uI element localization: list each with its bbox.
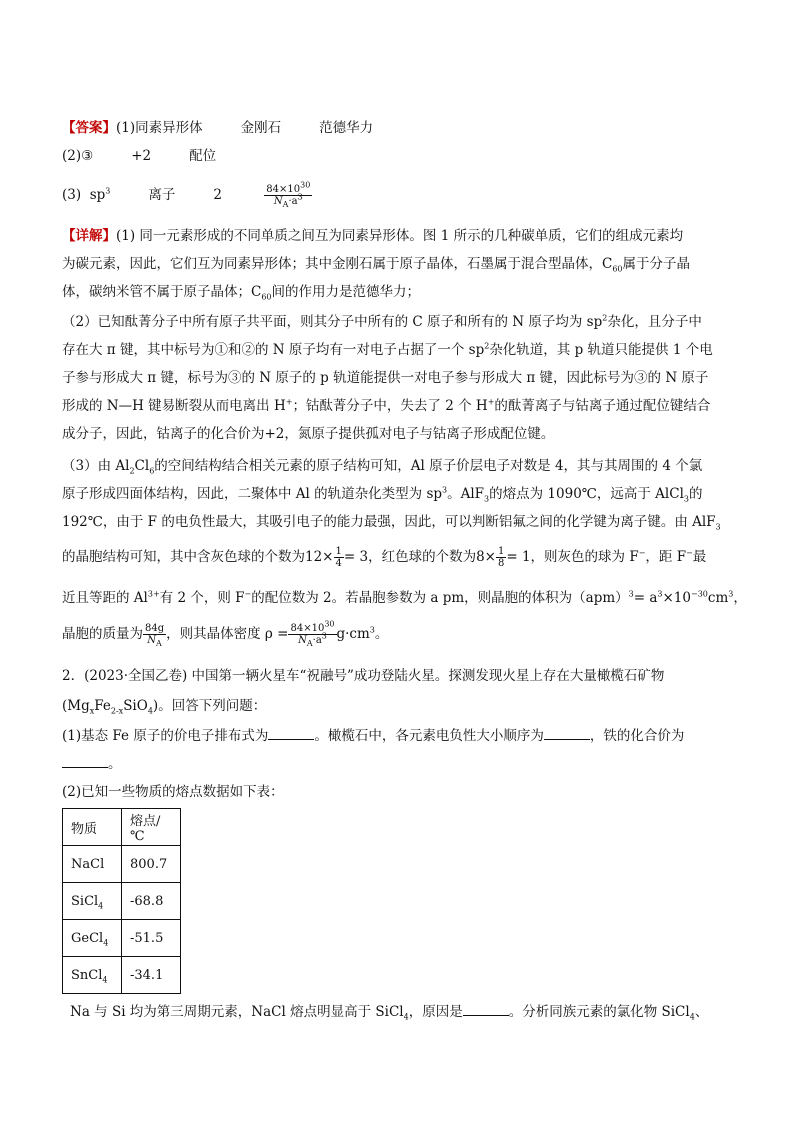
question-text: (Mg: [62, 698, 90, 714]
fraction-denominator: 8: [497, 558, 505, 569]
detail-text: 晶胞的质量为: [62, 626, 143, 642]
detail-text: = 3，红色球的个数为: [343, 549, 477, 565]
detail-text: 的酞菁离子与钴离子通过配位键结合: [494, 398, 711, 414]
answer-part2: (2)③: [62, 148, 94, 164]
detail-text: 属于分子晶: [622, 256, 691, 272]
answer-coord-number: 2: [213, 187, 222, 203]
compound-name: SnCl: [71, 967, 103, 983]
superscript: 3: [369, 625, 375, 635]
table-cell: -34.1: [122, 957, 181, 994]
superscript: 3: [321, 631, 327, 641]
question-text: 、: [694, 1004, 709, 1020]
detail-text: 子参与形成大 π 键，标号为③的 N 原子的 p 轨道能提供一对电子参与形成大 π 键，因此标号为③的 N 原子: [62, 370, 709, 386]
superscript: 3: [442, 485, 448, 495]
subscript: 60: [612, 264, 623, 274]
fraction-cell-mass: [143, 623, 166, 646]
detail-text: 最: [692, 549, 707, 565]
table-cell: [63, 883, 122, 920]
answer-blank[interactable]: [544, 727, 590, 740]
detail-text: 体，碳纳米管不属于原子晶体；C: [62, 284, 262, 300]
question-text: (2)已知一些物质的熔点数据如下表：: [62, 784, 284, 800]
detail-line-14: [62, 618, 738, 650]
superscript: 3: [657, 589, 663, 599]
superscript: −: [244, 589, 252, 599]
table-row: [63, 883, 181, 920]
detail-text: cm: [707, 590, 729, 606]
detail-line-2: [62, 254, 738, 274]
detail-line-5: [62, 340, 738, 360]
answer-part1: (1)同素异形体: [116, 120, 203, 136]
compound-name: GeCl: [71, 930, 104, 946]
detail-line-13: [62, 588, 747, 608]
detail-text: (1) 同一元素形成的不同单质之间互为同素异形体。图 1 所示的几种碳单质，它们的组成元素均: [116, 228, 684, 244]
detail-line-1: [62, 226, 738, 246]
question2-line-2: [62, 696, 738, 716]
detail-text: 成分子，因此，钴离子的化合价为+2，氮原子提供孤对电子与钴离子形成配位键。: [62, 426, 555, 442]
question-text: )。回答下列问题：: [152, 698, 267, 714]
question-text: (1)基态 Fe 原子的价电子排布式为: [62, 728, 269, 744]
detail-text: 存在大 π 键，其中标号为①和②的 N 原子均有一对电子占据了一个 sp: [62, 342, 485, 358]
subscript: 4: [98, 901, 104, 911]
superscript: +: [487, 397, 495, 407]
detail-line-10: [62, 484, 738, 504]
subscript: 3: [715, 522, 721, 532]
detail-text: （3）由 Al: [62, 458, 130, 474]
compound-name: NaCl: [71, 856, 105, 872]
fraction-denominator-tail: ·a: [288, 196, 298, 207]
question-text: 2．(2023·全国乙卷) 中国第一辆火星车“祝融号”成功登陆火星。探测发现火星上存在大量橄榄石矿物: [62, 668, 665, 684]
subscript: 3: [683, 494, 689, 504]
table-cell: [63, 957, 122, 994]
detail-line-8: [62, 424, 738, 444]
table-row: [63, 920, 181, 957]
answer-valence: +2: [131, 148, 152, 164]
question2-line-5: [62, 782, 738, 802]
question2-line-4: [62, 754, 738, 774]
detail-text: = a: [633, 590, 658, 606]
fraction-one-quarter: [334, 546, 344, 569]
detail-line-6: [62, 368, 738, 388]
detail-text: 杂化轨道，其 p 轨道只能提供 1 个电: [489, 342, 713, 358]
answer-line-1: [62, 118, 738, 138]
table-header-cell: 熔点/℃: [122, 809, 181, 846]
answer-blank[interactable]: [62, 755, 108, 768]
answer-density-fraction: [264, 180, 312, 209]
question2-line-1: [62, 666, 738, 686]
fraction-denominator: N: [273, 196, 283, 207]
superscript: 2: [602, 313, 608, 323]
subscript: 4: [689, 1012, 695, 1022]
superscript: 3: [297, 192, 303, 202]
superscript: 2: [484, 341, 490, 351]
question-text: Fe: [94, 698, 111, 714]
detail-text: ，则其晶体密度 ρ =: [166, 626, 289, 642]
answer-vdw: 范德华力: [319, 120, 374, 136]
superscript: +: [285, 397, 293, 407]
superscript: 3: [105, 186, 111, 196]
question-text: Na 与 Si 均为第三周期元素，NaCl 熔点明显高于 SiCl: [70, 1004, 404, 1020]
subscript: 4: [102, 975, 108, 985]
detail-text: 的: [689, 486, 703, 502]
fraction-one-eighth: [496, 546, 506, 569]
detail-line-7: [62, 396, 738, 416]
answer-hybrid: sp: [89, 187, 106, 203]
detail-text: 。: [374, 626, 389, 642]
subscript: 3: [484, 494, 490, 504]
fraction-numerator: 84×10: [290, 623, 325, 634]
question2-line-3: [62, 726, 738, 746]
detail-line-4: [62, 312, 738, 332]
subscript: 4: [147, 706, 153, 716]
table-header-cell: 物质: [63, 809, 122, 846]
table-cell: -68.8: [122, 883, 181, 920]
answer-blank[interactable]: [268, 727, 314, 740]
answer-line-2: [62, 146, 738, 166]
table-cell: [63, 920, 122, 957]
superscript: 3: [628, 589, 634, 599]
detail-text: 原子形成四面体结构，因此，二聚体中 Al 的轨道杂化类型为 sp: [62, 486, 443, 502]
detail-text: ，距 F: [645, 549, 687, 565]
subscript: 4: [103, 938, 109, 948]
superscript: −: [686, 548, 693, 558]
detail-text: g·cm: [336, 626, 370, 642]
detail-line-11: [62, 512, 738, 532]
answer-diamond: 金刚石: [240, 120, 282, 136]
detail-text: 192℃，由于 F 的电负性最大，其吸引电子的能力最强，因此，可以判断铝氟之间的化学键为离子键。由 AlF: [62, 514, 716, 530]
subscript: A: [156, 639, 162, 648]
detail-text: 的配位数为 2。若晶胞参数为 a pm，则晶胞的体积为（apm）: [251, 590, 629, 606]
table-cell: 800.7: [122, 846, 181, 883]
superscript: 30: [324, 619, 335, 629]
fraction-numerator: 1: [497, 546, 505, 557]
detail-text: （2）已知酞菁分子中所有原子共平面，则其分子中所有的 C 原子和所有的 N 原子均为 sp: [62, 314, 603, 330]
detail-text: = 1，则灰色的球为 F: [506, 549, 639, 565]
detail-text: 为碳元素，因此，它们互为同素异形体；其中金刚石属于原子晶体，石墨属于混合型晶体，C: [62, 256, 613, 272]
question-text: ，原因是: [408, 1004, 463, 1020]
detail-line-12: [62, 542, 738, 572]
answer-line-3: [62, 182, 738, 208]
detail-tag: 【详解】: [62, 228, 116, 244]
answer-coordinate: 配位: [189, 148, 217, 164]
subscript: 4: [403, 1012, 409, 1022]
question-text: 。橄榄石中，各元素电负性大小顺序为: [314, 728, 544, 744]
detail-text: 的晶胞结构可知，其中含灰色球的个数为: [62, 549, 305, 565]
detail-text: 近且等距的 Al: [62, 590, 148, 606]
detail-text: 12×: [305, 549, 334, 565]
subscript: 2: [129, 466, 135, 476]
detail-text: 间的作用力是范德华力；: [271, 284, 421, 300]
subscript: 2-x: [110, 706, 124, 716]
fraction-numerator: 84×10: [266, 184, 301, 195]
detail-line-3: [62, 282, 738, 302]
question-text: ，铁的化合价为: [589, 728, 685, 744]
melting-point-table: [62, 808, 181, 994]
subscript: x: [89, 706, 95, 716]
compound-name: SiCl: [71, 893, 99, 909]
detail-text: 。AlF: [447, 486, 485, 502]
detail-text: 8×: [476, 549, 496, 565]
detail-text: ，: [733, 590, 747, 606]
fraction-denominator: N: [147, 635, 157, 646]
detail-line-9: [62, 456, 738, 476]
table-cell: -51.5: [122, 920, 181, 957]
subscript: A: [306, 639, 313, 648]
fraction-denominator-tail: ·a: [312, 635, 322, 646]
question-text: SiO: [123, 698, 148, 714]
fraction-density: [288, 619, 336, 648]
detail-text: 形成的 N—H 键易断裂从而电离出 H: [62, 398, 286, 414]
detail-text: 的空间结构结合相关元素的原子结构可知，Al 原子价层电子对数是 4，其与其周围的 4 个氯: [154, 458, 703, 474]
fraction-denominator: N: [298, 635, 307, 646]
subscript: A: [282, 200, 289, 209]
detail-text: ；钴酞菁分子中，失去了 2 个 H: [292, 398, 488, 414]
superscript: −: [638, 548, 646, 558]
table-row: [63, 957, 181, 994]
answer-ionic: 离子: [148, 187, 176, 203]
fraction-numerator: 84g: [145, 623, 165, 634]
answer-blank[interactable]: [463, 1003, 509, 1016]
subscript: 60: [261, 292, 272, 302]
question-text: 。: [108, 756, 122, 772]
superscript: −30: [691, 589, 708, 599]
detail-text: Cl: [134, 458, 150, 474]
subscript: 6: [149, 466, 155, 476]
superscript: 3: [728, 589, 734, 599]
question2-line-last: [70, 1002, 738, 1022]
superscript: 30: [300, 180, 311, 190]
fraction-denominator: 4: [335, 558, 342, 569]
detail-text: ×10: [662, 590, 691, 606]
question-text: 。分析同族元素的氯化物 SiCl: [508, 1004, 690, 1020]
table-cell: [63, 846, 122, 883]
answer-part3: (3): [62, 187, 82, 203]
fraction-numerator: 1: [335, 546, 342, 557]
detail-text: 的熔点为 1090℃，远高于 AlCl: [489, 486, 684, 502]
answer-tag: 【答案】: [62, 120, 116, 136]
table-header-row: [63, 809, 181, 846]
superscript: 3+: [147, 589, 160, 599]
detail-text: 有 2 个，则 F: [159, 590, 245, 606]
detail-text: 杂化，且分子中: [607, 314, 702, 330]
table-row: [63, 846, 181, 883]
